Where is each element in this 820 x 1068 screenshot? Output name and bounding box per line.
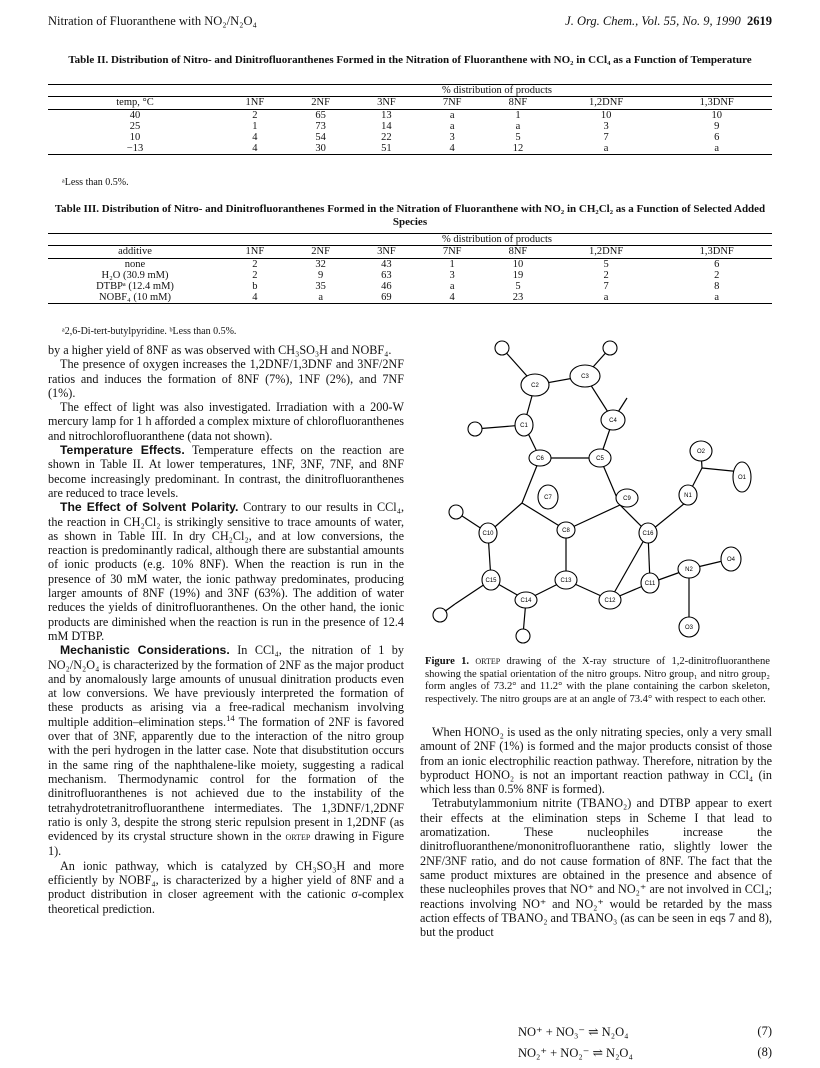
- atom-label: C6: [536, 456, 544, 462]
- table-row: [48, 281, 772, 292]
- section-heading: Temperature Effects.: [60, 443, 185, 458]
- table3-span-header: % distribution of products: [222, 234, 772, 246]
- atom-label: C3: [581, 374, 589, 380]
- figure-label: Figure 1.: [425, 656, 470, 667]
- equation-number: (7): [757, 1024, 772, 1038]
- ortep-term: ortep: [475, 655, 501, 667]
- table-cell: a: [318, 292, 323, 303]
- atom-label: O3: [684, 625, 694, 631]
- table-row: [48, 110, 772, 122]
- atom-label: C2: [531, 383, 539, 389]
- ortep-term: ortep: [285, 831, 311, 844]
- table-cell: 4: [252, 143, 258, 154]
- paragraph-text: drawing in Figure 1).: [48, 829, 404, 859]
- table-cell: 46: [381, 281, 392, 292]
- table3-col-header: 3NF: [354, 246, 420, 259]
- atom-label: N1: [684, 493, 692, 499]
- table-cell: 13: [381, 110, 392, 121]
- table-cell: 65: [315, 110, 326, 121]
- table-cell: a: [449, 110, 455, 121]
- table-cell: 73: [315, 121, 326, 132]
- paragraph-text: The formation of 2NF is favored over that of 3NF, apparently due to the interaction of the nitro group with the peri hydrogen in the latter case. Note that disubstitution occurs in the same ring of the naphthalene-like moiety, suggesting a radical mechanism. Thermodynamic control for the formation of the dinitrofluoranthenes is not achieved due to the instability of the tetrahydrotetranitrofluoranthene intermediates. The 1,3DNF/1,2DNF ratio is only 3, despite the strong steric repulsion present in 1,2DNF (as evidenced by its crystal structure shown in the: [48, 714, 404, 844]
- atom-label: C1: [520, 423, 528, 429]
- table-cell: NOBF₄ (10 mM): [99, 292, 171, 303]
- table-cell: 35: [315, 281, 326, 292]
- equation-text: NO₂⁺ + NO₂⁻ ⇌ N₂O₄: [518, 1046, 633, 1060]
- atom-label: O4: [726, 557, 736, 563]
- table-cell: 4: [449, 143, 455, 154]
- table-cell: DTBPᵃ (12.4 mM): [96, 281, 174, 292]
- atom-label: N2: [685, 567, 693, 573]
- table2-caption: Table II. Distribution of Nitro- and Dinitrofluoranthenes Formed in the Nitration of Fluoranthene with NO₂ in CCl₄ as a Function of Temperature: [68, 54, 752, 66]
- table2-col-header: temp, °C: [48, 97, 222, 110]
- journal-name: J. Org. Chem., Vol. 55, No. 9, 1990: [565, 14, 741, 28]
- paragraph-text: Contrary to our results in CCl₄, the reaction in CH₂Cl₂ is strikingly sensitive to trace amounts of water, as shown in Table III. In dry CH₂Cl₂, and at low conversions, the reaction is predominantly radical, although there are substantial amounts of ionic products (e.g. 10% 8NF). When the reaction is run in the presence of 30 mM water, the ionic pathway predominates, producing larger amounts of 8NF (19%) and 3NF (63%). The addition of water reduces the yields of dinitrofluoranthenes. On the other hand, the ionic products are diminished when the reaction is run in the presence of 12.4 mM DTBP.: [48, 500, 404, 643]
- table2-span-header: % distribution of products: [222, 85, 772, 97]
- table-cell: 19: [512, 270, 524, 281]
- table-cell: 2: [252, 259, 258, 270]
- table-cell: 5: [515, 132, 521, 143]
- table-cell: 3: [449, 132, 455, 143]
- atom-label: C11: [644, 581, 656, 587]
- table-cell: 43: [381, 259, 392, 270]
- table-cell: a: [603, 143, 609, 154]
- paragraph: An ionic pathway, which is catalyzed by CH₃SO₃H and more efficiently by NOBF₄, is characterized by a higher yield of 8NF and a product distribution in closer agreement with the cationic σ-complex theoretical prediction.: [48, 858, 404, 916]
- table2-col-header: 7NF: [419, 97, 485, 110]
- paragraph: Tetrabutylammonium nitrite (TBANO₂) and DTBP appear to exert their effects at the elimination steps in Scheme I that lead to aromatization. These nucleophiles increase the dinitrofluoranthene/mononitrofluoranthene ratio, slightly lower the 2NF/3NF ratio, and do not cause formation of 8NF. The fact that the same product mixtures are obtained in the presence and absence of these nucleophiles proves that NO⁺ and NO₂⁺ are not involved in CCl₄; reactions involving NO⁺ and NO₂⁺ would be retarded by the mass action effects of TBANO₂ and TBANO₃ (as can be seen in eqs 7 and 8), but the product: [420, 796, 772, 940]
- atom-label: C15: [485, 578, 497, 584]
- paragraph: [48, 643, 404, 858]
- paragraph: The effect of light was also investigated. Irradiation with a 200-W mercury lamp for 1 h afforded a complex mixture of chlorofluoranthenes and nitrochlorofluoranthene (data not shown).: [48, 400, 404, 443]
- table-row: [48, 143, 772, 155]
- table2-header-row: [48, 97, 772, 110]
- table-cell: 3: [449, 270, 455, 281]
- table-cell: 2: [252, 110, 258, 121]
- journal-citation: [565, 14, 772, 29]
- table-row: [48, 270, 772, 281]
- table-cell: 22: [381, 132, 392, 143]
- table3-col-header: 1NF: [222, 246, 288, 259]
- table-cell: 6: [714, 132, 720, 143]
- atom-label: O2: [696, 449, 706, 455]
- table-cell: a: [714, 143, 720, 154]
- atom-label: C12: [604, 598, 616, 604]
- table3-col-header: 7NF: [419, 246, 485, 259]
- atom-label: C14: [520, 598, 532, 604]
- table-cell: 1: [252, 121, 258, 132]
- atom-label: C10: [482, 531, 494, 537]
- table-cell: 10: [600, 110, 612, 121]
- table-cell: 30: [315, 143, 326, 154]
- table-row: [48, 121, 772, 132]
- table-cell: 5: [603, 259, 609, 270]
- paragraph: When HONO₂ is used as the only nitrating species, only a very small amount of 2NF (1%) is formed and the major products consist of those from an ionic electrophilic reaction pathway. Therefore, nitration by the byproduct HONO₂ is not an important reaction pathway in CCl₄ (in which less than 0.5% 8NF is formed).: [420, 725, 772, 797]
- table-cell: a: [449, 281, 455, 292]
- table-cell: 25: [129, 121, 141, 132]
- table-cell: 2: [714, 270, 720, 281]
- table-cell: 54: [315, 132, 326, 143]
- table2-col-header: 1,3DNF: [661, 97, 772, 110]
- table-cell: 69: [381, 292, 392, 303]
- table-cell: 63: [381, 270, 392, 281]
- table-cell: −13: [126, 143, 144, 154]
- table2-col-header: 3NF: [354, 97, 420, 110]
- reference-marker: 14: [226, 712, 235, 723]
- right-column: [420, 725, 772, 939]
- table-cell: H₂O (30.9 mM): [101, 270, 169, 281]
- table2-footnote: ᵃLess than 0.5%.: [62, 177, 129, 188]
- table-cell: b: [252, 281, 258, 292]
- table3: [48, 233, 772, 304]
- table-cell: 2: [252, 270, 258, 281]
- table-cell: 4: [252, 292, 258, 303]
- table-cell: 7: [603, 281, 609, 292]
- paragraph: [48, 443, 404, 500]
- table-cell: 1: [515, 110, 521, 121]
- table3-col-header: 8NF: [485, 246, 551, 259]
- table-cell: 51: [381, 143, 392, 154]
- table-cell: 2: [603, 270, 609, 281]
- table3-col-header: additive: [48, 246, 222, 259]
- table-cell: 9: [714, 121, 720, 132]
- table2-col-header: 8NF: [485, 97, 551, 110]
- table-cell: 6: [714, 259, 720, 270]
- atom-label: C4: [609, 418, 617, 424]
- table-cell: 8: [714, 281, 720, 292]
- atom-label: C8: [562, 528, 570, 534]
- page-number: 2619: [747, 14, 772, 28]
- paragraph: by a higher yield of 8NF as was observed with CH₃SO₃H and NOBF₄.: [48, 343, 392, 357]
- figure-caption: [425, 655, 770, 706]
- table-cell: 32: [315, 259, 326, 270]
- atom-label: C13: [560, 578, 572, 584]
- table-cell: a: [603, 292, 609, 303]
- table-cell: none: [124, 259, 146, 270]
- table3-col-header: 1,3DNF: [661, 246, 772, 259]
- table-cell: 40: [129, 110, 141, 121]
- section-heading: Mechanistic Considerations.: [60, 643, 230, 658]
- table-row: [48, 292, 772, 304]
- table-cell: 12: [512, 143, 524, 154]
- paragraph-text: Temperature effects on the reaction are shown in Table II. At lower temperatures, 1NF, 3NF, 7NF, and 8NF become increasingly predominant. In contrast, the dinitrofluoranthenes are reduced to trace levels.: [48, 443, 404, 500]
- table-cell: 1: [449, 259, 455, 270]
- paragraph: The presence of oxygen increases the 1,2DNF/1,3DNF and 3NF/2NF ratios and induces the formation of 8NF (7%), 1NF (2%), and 7NF (1%).: [48, 357, 404, 400]
- table-cell: a: [449, 121, 455, 132]
- equation-number: (8): [757, 1045, 772, 1059]
- running-title: Nitration of Fluoranthene with NO₂/N₂O₄: [48, 14, 257, 28]
- paragraph: [48, 500, 404, 643]
- left-column: [48, 343, 404, 916]
- table-cell: 7: [603, 132, 609, 143]
- table3-col-header: 2NF: [288, 246, 354, 259]
- table-cell: 3: [603, 121, 609, 132]
- table3-col-header: 1,2DNF: [551, 246, 662, 259]
- table3-caption: Table III. Distribution of Nitro- and Dinitrofluoranthenes Formed in the Nitration of Fluoranthene with NO₂ in CH₂Cl₂ as a Function of Selected Added Species: [54, 203, 766, 228]
- table-cell: 14: [381, 121, 392, 132]
- atom-label: C16: [642, 531, 654, 537]
- table-cell: 9: [318, 270, 324, 281]
- table-cell: 10: [512, 259, 524, 270]
- table-cell: 4: [252, 132, 258, 143]
- table2-col-header: 1NF: [222, 97, 288, 110]
- table2-col-header: 2NF: [288, 97, 354, 110]
- table-cell: 10: [129, 132, 141, 143]
- equation-text: NO⁺ + NO₃⁻ ⇌ N₂O₄: [518, 1025, 629, 1039]
- table-cell: 4: [449, 292, 455, 303]
- ortep-structure-figure: [420, 340, 770, 650]
- table-cell: 5: [515, 281, 521, 292]
- section-heading: The Effect of Solvent Polarity.: [60, 500, 239, 515]
- table-cell: a: [515, 121, 521, 132]
- atom-label: C5: [596, 456, 604, 462]
- caption-text: drawing of the X-ray structure of 1,2-dinitrofluoranthene showing the spatial orientation of the nitro groups. Nitro group₁ and nitro group₂ form angles of 73.2° and 11.2° with the plane containing the carbon skeleton, respectively. The nitro groups are at an angle of 73.4° with respect to each other.: [425, 656, 770, 705]
- table3-footnote: ᵃ2,6-Di-tert-butylpyridine. ᵇLess than 0.5%.: [62, 326, 237, 337]
- table-cell: a: [714, 292, 720, 303]
- table-row: [48, 259, 772, 271]
- table-cell: 10: [711, 110, 722, 121]
- atom-label: C9: [623, 496, 631, 502]
- atom-label: O1: [737, 475, 747, 481]
- table-cell: 23: [512, 292, 524, 303]
- table3-header-row: [48, 246, 772, 259]
- atom-label: C7: [544, 495, 552, 501]
- table2: [48, 84, 772, 155]
- table-row: [48, 132, 772, 143]
- table2-col-header: 1,2DNF: [551, 97, 662, 110]
- paragraph-text: In CCl₄, the nitration of 1 by NO₂/N₂O₄ is characterized by the formation of 2NF as the major product and by anomalously large amounts of unusual dinitration products even at low conversions. We have previously interpreted the formation of these products as arising via a free-radical mechanism involving multiple addition–elimination steps.: [48, 643, 404, 729]
